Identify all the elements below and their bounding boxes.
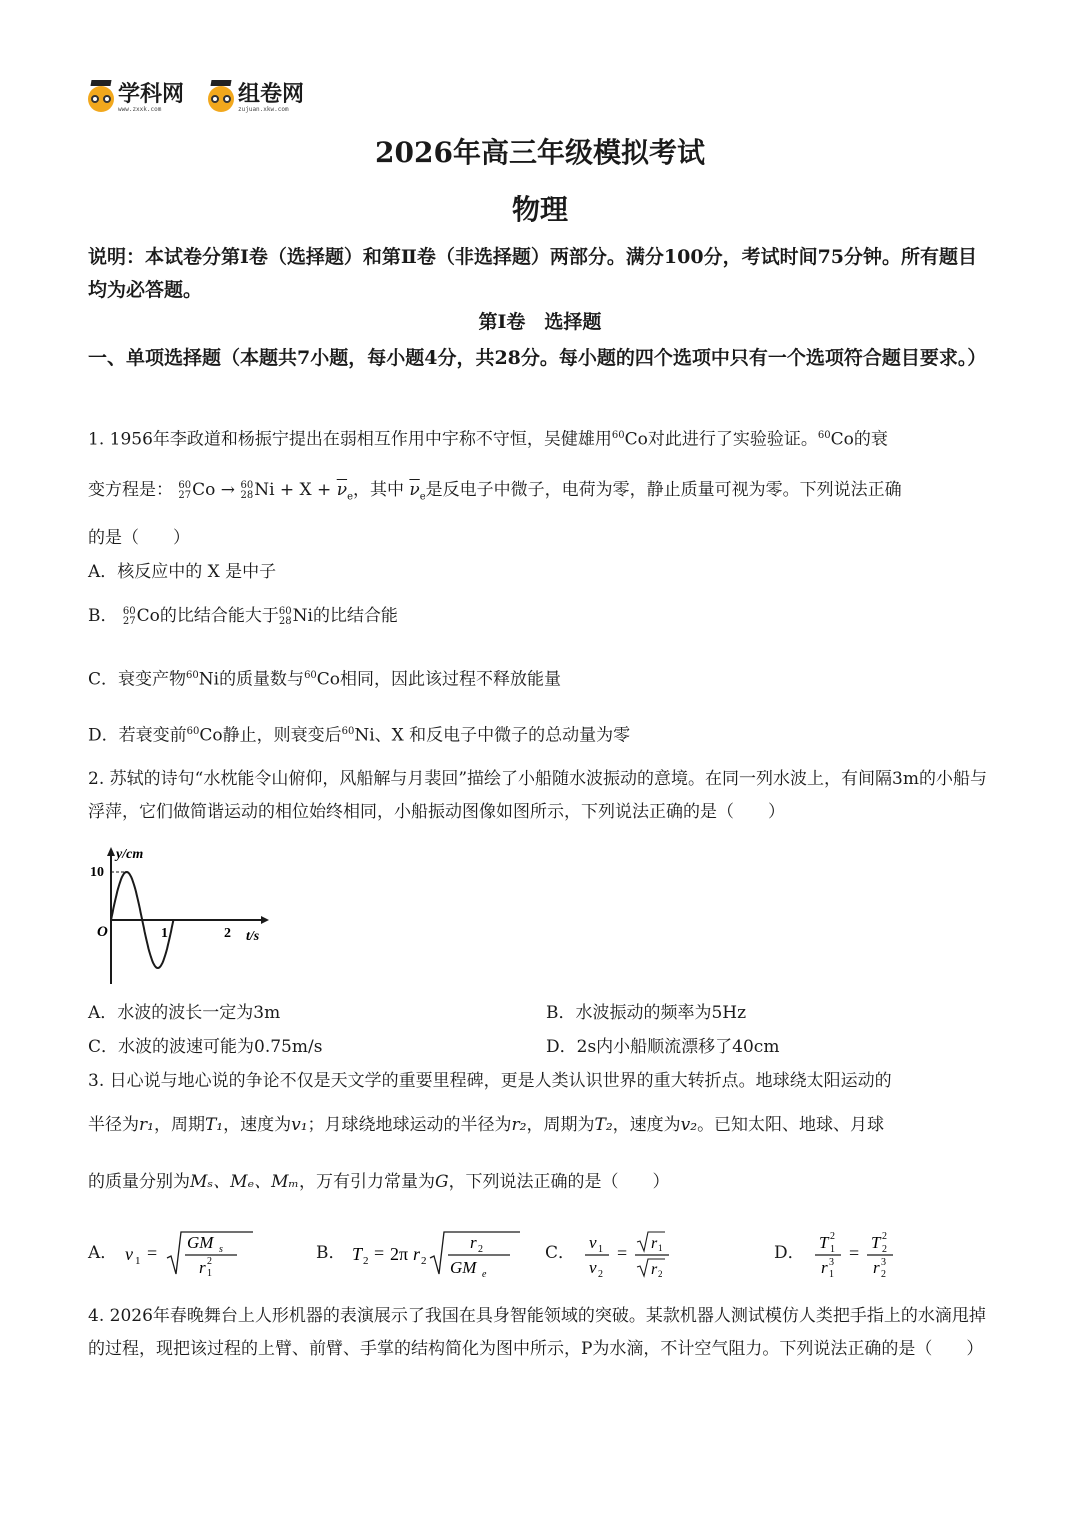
q1-stem-line3: 的是（ ） [88, 528, 190, 548]
svg-text:r: r [199, 1258, 206, 1277]
svg-text:r: r [651, 1261, 658, 1278]
text: 的比结合能大于 [159, 606, 279, 626]
svg-text:2: 2 [598, 1269, 604, 1278]
x-axis-arrow [261, 916, 269, 924]
svg-text:T: T [818, 1233, 829, 1252]
element: Ni [254, 480, 275, 500]
q1-stem-line2 [88, 478, 994, 509]
text: 相同，因此该过程不释放能量 [340, 669, 562, 690]
svg-text:v: v [589, 1258, 597, 1277]
svg-text:2: 2 [881, 1231, 887, 1242]
logo-url: www.zxxk.com [118, 106, 162, 113]
text: ，其中 [352, 480, 404, 500]
symbol-T1: T₁ [204, 1115, 224, 1135]
element: Co [192, 480, 216, 500]
symbol-r1: r₁ [139, 1115, 154, 1135]
nuclide: 60 27 [178, 479, 192, 501]
svg-text:=: = [147, 1243, 158, 1263]
y-tick-10: 10 [90, 865, 104, 880]
owl-icon [208, 86, 234, 112]
svg-text:=: = [848, 1243, 859, 1263]
nuclide: 60 28 [240, 479, 254, 501]
text: 变方程是： [88, 480, 173, 500]
svg-text:2: 2 [362, 1255, 368, 1267]
text: + X + [279, 480, 332, 500]
svg-text:r: r [820, 1258, 828, 1277]
q1-stem-line1 [88, 424, 994, 452]
svg-text:3: 3 [828, 1257, 834, 1268]
svg-text:2: 2 [658, 1269, 663, 1278]
exam-title: 2026年高三年级模拟考试 [375, 136, 705, 169]
logo-xueke [88, 84, 184, 113]
q4-stem: 4. 2026年春晚舞台上人形机器的表演展示了我国在具身智能领域的突破。某款机器人测试模仿人类把手指上的水滴甩掉的过程，现把该过程的上臂、前臂、手掌的结构简化为图中所示，P为水滴，不计空气阻力。下列说法正确的是（ ） [88, 1306, 986, 1359]
q3-option-b[interactable] [316, 1228, 530, 1278]
svg-text:r: r [412, 1244, 420, 1264]
text: C．衰变产物 [88, 669, 187, 690]
svg-text:v: v [125, 1244, 134, 1264]
svg-text:1: 1 [658, 1243, 663, 1253]
q3-option-a[interactable] [88, 1228, 261, 1278]
part-one-heading: 一、单项选择题（本题共7小题，每小题4分，共28分。每小题的四个选项中只有一个选项符合题目要求。） [88, 347, 987, 369]
q3-stem-line2: 半径为r₁，周期T₁，速度为v₁；月球绕地球运动的半径为r₂，周期为T₂，速度为v₂。已知太阳、地球、月球 [88, 1115, 885, 1135]
element: Co [316, 669, 341, 690]
option-label: D． [774, 1243, 805, 1263]
q2-option-d[interactable]: D．2s内小船顺流漂移了40cm [546, 1037, 780, 1057]
q3-stem-line3: 的质量分别为Mₛ、Mₑ、Mₘ，万有引力常量为G，下列说法正确的是（ ） [88, 1172, 670, 1192]
option-label: B． [88, 606, 118, 626]
svg-text:1: 1 [207, 1268, 213, 1278]
q1-option-d[interactable]: D．若衰变前$^{60}$Co静止，则衰变后$^{60}$Ni、X 和反电子中微子的总动量为零 [88, 725, 631, 746]
logo-url: zujuan.xkw.com [238, 106, 289, 113]
element: Ni [292, 606, 313, 626]
svg-text:1: 1 [598, 1244, 604, 1255]
svg-text:2: 2 [420, 1255, 426, 1267]
element: Co [199, 725, 223, 746]
nuclide: 60 27 [122, 605, 136, 627]
antineutrino: $\overline{\nu}$ [336, 480, 348, 500]
symbol-T2: T₂ [594, 1115, 613, 1135]
antineutrino: $\overline{\nu}$ [409, 480, 420, 500]
q2-option-c[interactable]: C．水波的波速可能为0.75m/s [88, 1037, 323, 1057]
q1-option-b[interactable] [88, 604, 994, 628]
mass-number: 60 [611, 430, 625, 441]
option-label: B． [316, 1243, 346, 1263]
svg-text:1: 1 [829, 1244, 835, 1255]
formula-d [813, 1228, 933, 1278]
x-tick-2: 2 [224, 926, 231, 941]
svg-text:1: 1 [135, 1255, 141, 1267]
text: 1. 1956年李政道和杨振宁提出在弱相互作用中宇称不守恒，吴健雄用 [88, 429, 612, 450]
option-label: C． [545, 1243, 576, 1263]
svg-text:3: 3 [880, 1257, 886, 1268]
option-label: A． [88, 1243, 118, 1263]
y-axis-label: y/cm [116, 847, 144, 862]
subscript: e [419, 491, 426, 503]
symbol-v2: v₂ [680, 1115, 698, 1135]
svg-text:s: s [219, 1244, 224, 1255]
svg-text:e: e [481, 1269, 486, 1278]
text: D．若衰变前 [88, 725, 187, 746]
text: 是反电子中微子，电荷为零，静止质量可视为零。下列说法正确 [425, 480, 902, 500]
svg-text:2: 2 [880, 1269, 886, 1278]
logo-zujuan [208, 84, 304, 113]
q2-stem: 2. 苏轼的诗句“水枕能令山俯仰，风船解与月裴回”描绘了小船随水波振动的意境。在同一列水波上，有间隔3m的小船与浮萍，它们做简谐运动的相位始终相同，小船振动图像如图所示，下列说法正确的是（ ） [88, 769, 987, 822]
element: Ni [198, 669, 220, 690]
subject-title: 物理 [511, 193, 568, 226]
formula-a [121, 1228, 261, 1278]
svg-text:2: 2 [829, 1231, 835, 1242]
q1-option-c[interactable]: C．衰变产物$^{60}$Ni的质量数与$^{60}$Co相同，因此该过程不释放能量 [88, 669, 562, 690]
origin-label: O [97, 924, 108, 940]
svg-text:2: 2 [207, 1256, 213, 1267]
element: Ni [354, 725, 375, 746]
x-tick-1: 1 [161, 926, 168, 941]
x-axis-label: t/s [246, 929, 260, 944]
element: Co [624, 429, 648, 450]
svg-text:r: r [651, 1235, 658, 1252]
section-title: 第Ⅰ卷 选择题 [478, 311, 602, 333]
svg-text:T: T [870, 1233, 881, 1252]
svg-text:=: = [617, 1243, 628, 1263]
q3-option-d[interactable] [774, 1228, 933, 1278]
symbol-masses: Mₛ、Mₑ、Mₘ [190, 1172, 299, 1192]
instructions: 说明：本试卷分第Ⅰ卷（选择题）和第Ⅱ卷（非选择题）两部分。满分100分，考试时间75分钟。所有题目均为必答题。 [88, 246, 978, 301]
q3-option-c[interactable] [545, 1228, 703, 1278]
formula-c [583, 1228, 703, 1278]
q3-stem-line1: 3. 日心说与地心说的争论不仅是天文学的重要里程碑，更是人类认识世界的重大转折点。地球绕太阳运动的 [88, 1071, 892, 1091]
svg-text:2: 2 [477, 1244, 483, 1255]
vibration-graph [86, 842, 276, 992]
text: 、X 和反电子中微子的总动量为零 [374, 725, 631, 746]
y-axis-arrow [107, 847, 115, 856]
svg-text:1: 1 [828, 1269, 834, 1278]
element: Co [830, 429, 854, 450]
svg-text:GM: GM [449, 1258, 476, 1277]
symbol-v1: v₁ [291, 1115, 308, 1135]
arrow-icon: → [220, 480, 236, 500]
text: 的衰 [853, 429, 888, 450]
text: 的质量数与 [219, 669, 305, 690]
logo-text: 组卷网 [238, 82, 305, 107]
svg-text:r: r [872, 1258, 880, 1277]
q2-option-a[interactable]: A．水波的波长一定为3m [88, 1003, 281, 1023]
q2-option-b[interactable]: B．水波振动的频率为5Hz [546, 1003, 747, 1023]
svg-text:=: = [373, 1243, 384, 1263]
svg-text:v: v [589, 1233, 597, 1252]
owl-icon [88, 86, 114, 112]
svg-text:2: 2 [881, 1244, 887, 1255]
text: 静止，则衰变后 [222, 725, 342, 746]
text: 对此进行了实验验证。 [647, 429, 818, 450]
formula-b [350, 1228, 530, 1278]
svg-text:2π: 2π [389, 1244, 408, 1264]
q1-option-a[interactable]: A．核反应中的 X 是中子 [88, 562, 277, 582]
subscript: e [347, 491, 353, 503]
element: Co [136, 606, 160, 626]
svg-text:r: r [469, 1233, 477, 1252]
symbol-r2: r₂ [511, 1115, 527, 1135]
mass-number: 60 [817, 430, 831, 441]
logo-text: 学科网 [118, 82, 185, 107]
text: 的比结合能 [312, 606, 398, 626]
svg-text:T: T [351, 1244, 362, 1264]
nuclide: 60 28 [278, 605, 292, 627]
symbol-G: G [434, 1172, 449, 1192]
svg-text:GM: GM [187, 1233, 214, 1252]
